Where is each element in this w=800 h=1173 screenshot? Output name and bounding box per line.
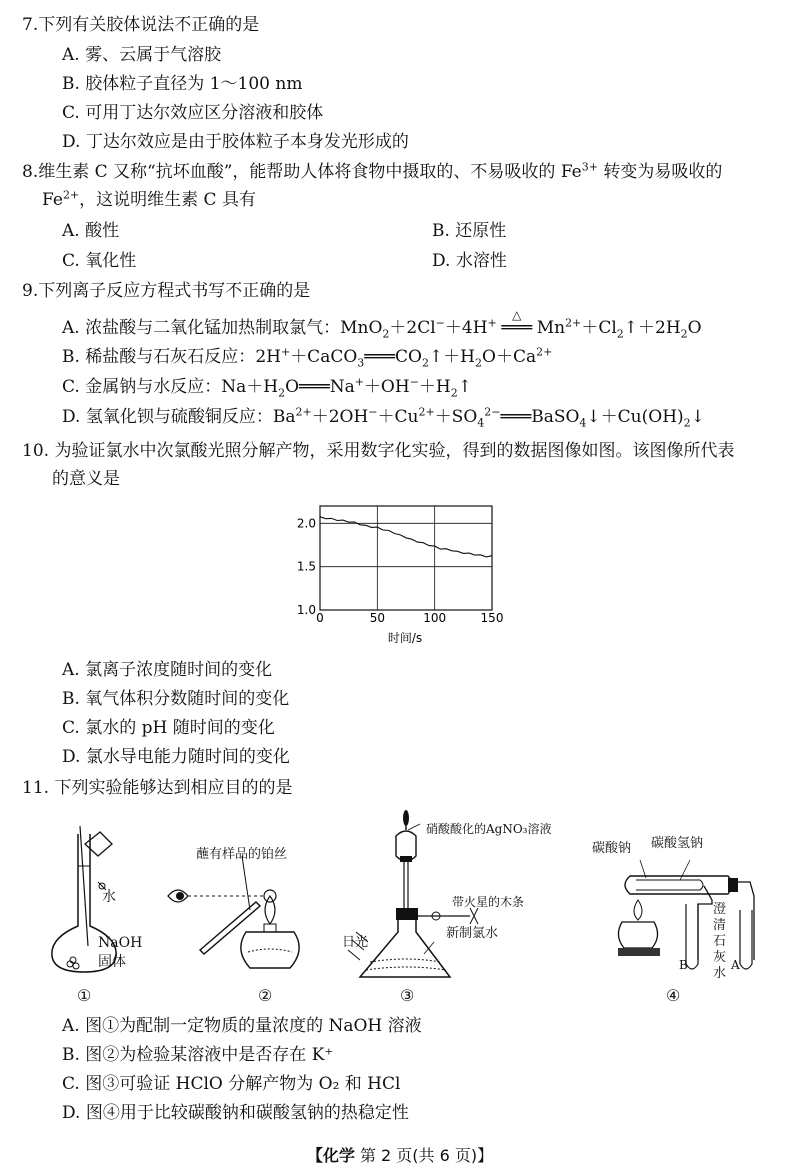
q9-option-b: B. 稀盐酸与石灰石反应：$2H^++CaCO_3═══CO_2↑+H_2O+Ca^{2+}$ (62, 345, 553, 370)
footer-subject: 【化学 (306, 1146, 355, 1165)
f3-splint-label: 带火星的木条 (452, 895, 525, 909)
q8-option-c: C. 氧化性 (62, 251, 137, 271)
x-tick-label: 0 (316, 611, 324, 625)
x-tick-label: 150 (480, 611, 504, 625)
figure-1-number: ① (77, 986, 92, 1005)
q10-stem-line1: 10. 为验证氯水中次氯酸光照分解产物，采用数字化实验，得到的数据图像如图。该图像所代表 (22, 441, 735, 461)
f1-water-label: 水 (102, 889, 116, 905)
q10-option-a: A. 氯离子浓度随时间的变化 (62, 660, 273, 680)
q11-option-c: C. 图③可验证 HClO 分解产物为 O₂ 和 HCl (62, 1074, 401, 1094)
f4-sodium-carbonate-label: 碳酸钠 (592, 841, 632, 856)
f4-limewater-label: 澄清石灰水 (713, 902, 727, 981)
f3-agno3-label: 硝酸酸化的AgNO₃溶液 (426, 822, 552, 836)
q8-stem-line2: $Fe^{2+}$，这说明维生素 C 具有 (42, 188, 256, 210)
f4-tube-a-label: A (731, 958, 740, 972)
x-tick-label: 100 (423, 611, 447, 625)
x-tick-label: 50 (369, 611, 385, 625)
q8-option-a: A. 酸性 (62, 221, 120, 241)
q10-option-d: D. 氯水导电能力随时间的变化 (62, 747, 290, 767)
q9-option-a: A. 浓盐酸与二氧化锰加热制取氯气：MnO$_2$＋2Cl−＋4H+ △ ═══ $Mn^{2+}+Cl_2↑+2H_2O$ (62, 317, 702, 339)
f1-naoh-label: NaOH (98, 935, 143, 951)
heat-symbol: △ (512, 308, 522, 322)
q11-option-d: D. 图④用于比较碳酸钠和碳酸氢钠的热稳定性 (62, 1103, 409, 1123)
f1-solid-label: 固体 (98, 954, 126, 970)
chart-xlabel: 时间/s (387, 631, 423, 645)
q9-option-d: D. 氢氧化钡与硫酸铜反应：$Ba^{2+}+2OH^-+Cu^{2+}+SO_4^{2-}═══BaSO_4↓+Cu(OH)_2↓$ (62, 405, 705, 430)
q8-option-d: D. 水溶性 (432, 251, 507, 271)
figure-3-number: ③ (400, 986, 415, 1005)
f3-chlorine-water-label: 新制氯水 (446, 926, 499, 941)
q7-option-d: D. 丁达尔效应是由于胶体粒子本身发光形成的 (62, 132, 409, 152)
figure-4-number: ④ (666, 986, 681, 1005)
y-tick-label: 1.0 (296, 603, 316, 617)
q10-option-b: B. 氧气体积分数随时间的变化 (62, 689, 290, 709)
f3-sunlight-label: 日光 (342, 935, 369, 950)
chart-line-series (320, 517, 492, 557)
q10-option-c: C. 氯水的 pH 随时间的变化 (62, 718, 275, 738)
figure-2-flame-test (160, 850, 310, 980)
q11-stem: 11. 下列实验能够达到相应目的的是 (22, 778, 293, 798)
series-line (320, 517, 492, 557)
q8-stem-line1: 8.维生素 C 又称“抗坏血酸”，能帮助人体将食物中摄取的、不易吸收的 $Fe^{3+}$ 转变为易吸收的 (22, 160, 723, 182)
footer-page: 第 2 页(共 6 页)】 (359, 1146, 494, 1165)
f4-sodium-bicarbonate-label: 碳酸氢钠 (651, 836, 704, 851)
q10-chart (290, 496, 510, 656)
q9-stem: 9.下列离子反应方程式书写不正确的是 (22, 281, 311, 301)
q11-option-a: A. 图①为配制一定物质的量浓度的 NaOH 溶液 (62, 1016, 422, 1036)
q11-option-b: B. 图②为检验某溶液中是否存在 K⁺ (62, 1045, 334, 1065)
f4-tube-b-label: B (679, 958, 688, 972)
page-footer (0, 1143, 800, 1166)
q7-option-a: A. 雾、云属于气溶胶 (62, 45, 222, 65)
y-tick-label: 1.5 (296, 559, 316, 574)
chart-tick-labels (297, 516, 504, 625)
q9-option-c: C. 金属钠与水反应：$Na+H_2O═══Na^++OH^-+H_2↑$ (62, 375, 472, 400)
q7-option-b: B. 胶体粒子直径为 1～100 nm (62, 74, 303, 94)
q7-option-c: C. 可用丁达尔效应区分溶液和胶体 (62, 103, 324, 123)
q8-option-b: B. 还原性 (432, 221, 507, 241)
q7-stem: 7.下列有关胶体说法不正确的是 (22, 15, 260, 35)
q10-stem-line2: 的意义是 (52, 469, 120, 489)
f2-wire-label: 蘸有样品的铂丝 (196, 847, 288, 862)
figure-2-number: ② (258, 986, 273, 1005)
y-tick-label: 2.0 (296, 516, 316, 531)
